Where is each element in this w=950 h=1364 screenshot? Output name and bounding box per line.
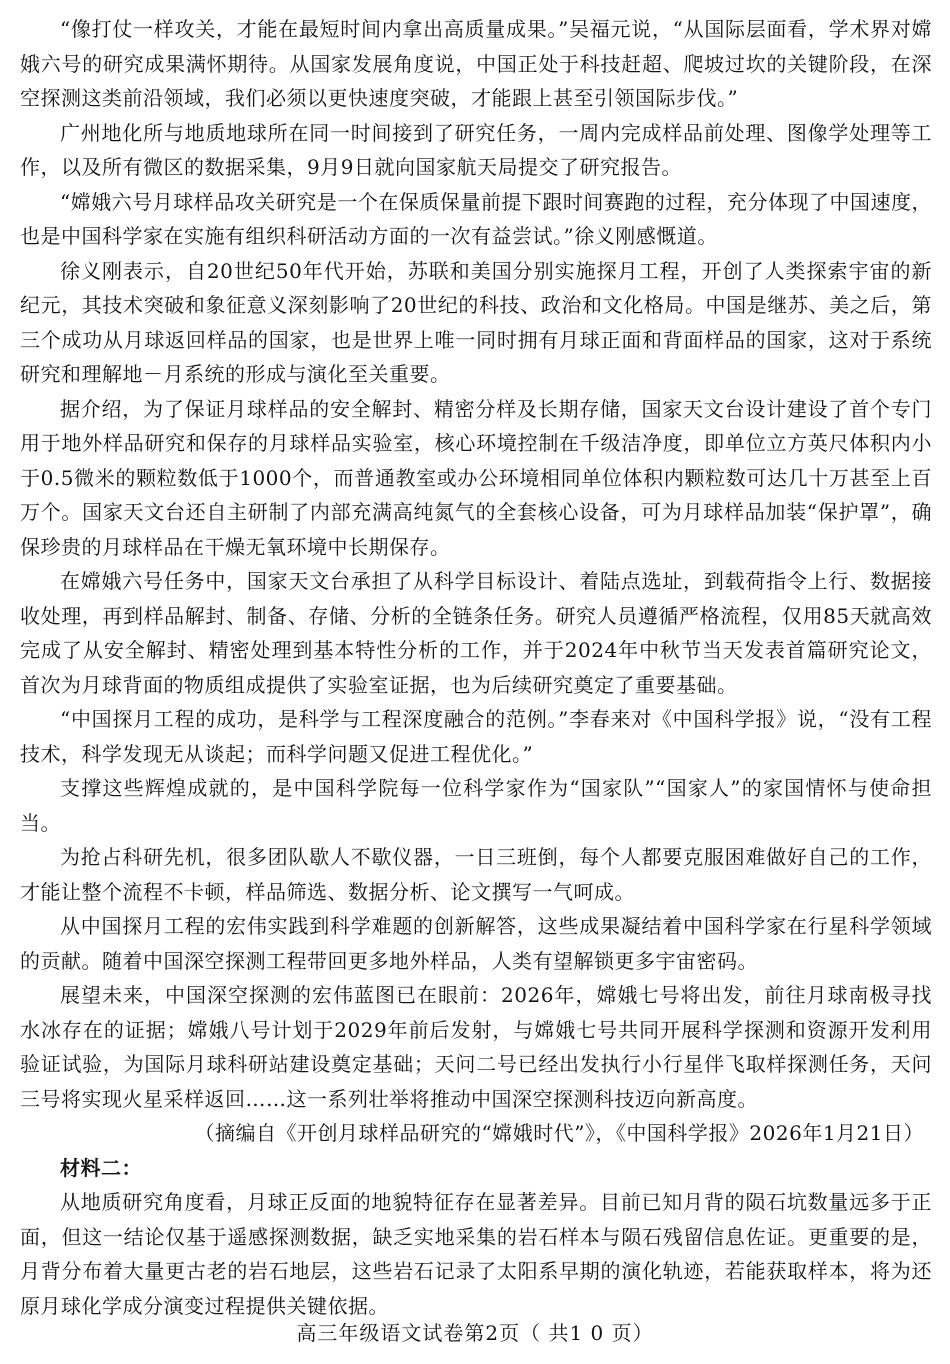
- paragraph-national-team: 支撑这些辉煌成就的，是中国科学院每一位科学家作为“国家队”“国家人”的家国情怀与使命担当。: [20, 776, 932, 835]
- exam-page-body: [20, 12, 932, 1323]
- paragraph-research-task: 广州地化所与地质地球所在同一时间接到了研究任务，一周内完成样品前处理、图像学处理等工作，以及所有微区的数据采集，9月9日就向国家航天局提交了研究报告。: [20, 120, 932, 179]
- page-footer: 高三年级语文试卷第2页（ 共1 0 页）: [296, 1321, 654, 1345]
- paragraph-contribution: 从中国探月工程的宏伟实践到科学难题的创新解答，这些成果凝结着中国科学家在行星科学领域的贡献。随着中国深空探测工程带回更多地外样品，人类有望解锁更多宇宙密码。: [20, 914, 932, 973]
- paragraph-future-outlook: 展望未来，中国深空探测的宏伟蓝图已在眼前：2026年，嫦娥七号将出发，前往月球南极寻找水冰存在的证据；嫦娥八号计划于2029年前后发射，与嫦娥七号共同开展科学探测和资源开发利用验证试验，为国际月球科研站建设奠定基础；天问二号已经出发执行小行星伴飞取样探测任务，天问三号将实现火星采样返回……这一系列壮举将推动中国深空探测科技迈向新高度。: [20, 983, 932, 1111]
- paragraph-change6-mission: 在嫦娥六号任务中，国家天文台承担了从科学目标设计、着陆点选址，到载荷指令上行、数据接收处理，再到样品解封、制备、存储、分析的全链条任务。研究人员遵循严格流程，仅用85天就高效完成了从安全解封、精密处理到基本特性分析的工作，并于2024年中秋节当天发表首篇研究论文，首次为月球背面的物质组成提供了实验室证据，也为后续研究奠定了重要基础。: [20, 569, 932, 697]
- paragraph-li-chunlai-quote: “中国探月工程的成功，是科学与工程深度融合的范例。”李春来对《中国科学报》说，“没有工程技术，科学发现无从谈起；而科学问题又促进工程优化。”: [20, 707, 932, 766]
- paragraph-wu-fuyuan-quote: “像打仗一样攻关，才能在最短时间内拿出高质量成果。”吴福元说，“从国际层面看，学术界对嫦娥六号的研究成果满怀期待。从国家发展角度说，中国正处于科技赶超、爬坡过坎的关键阶段，在深空探测这类前沿领域，我们必须以更快速度突破，才能跟上甚至引领国际步伐。”: [20, 17, 932, 110]
- paragraph-material-two: 从地质研究角度看，月球正反面的地貌特征存在显著差异。目前已知月背的陨石坑数量远多于正面，但这一结论仅基于遥感探测数据，缺乏实地采集的岩石样本与陨石残留信息佐证。更重要的是，月背分布着大量更古老的岩石地层，这些岩石记录了太阳系早期的演化轨迹，若能获取样本，将为还原月球化学成分演变过程提供关键依据。: [20, 1190, 932, 1318]
- paragraph-xu-yigang-quote: “嫦娥六号月球样品攻关研究是一个在保质保量前提下跟时间赛跑的过程，充分体现了中国速度，也是中国科学家在实施有组织科研活动方面的一次有益尝试。”徐义刚感慨道。: [20, 189, 932, 248]
- paragraph-lunar-history: 徐义刚表示，自20世纪50年代开始，苏联和美国分别实施探月工程，开创了人类探索宇宙的新纪元，其技术突破和象征意义深刻影响了20世纪的科技、政治和文化格局。中国是继苏、美之后，第三个成功从月球返回样品的国家，也是世界上唯一同时拥有月球正面和背面样品的国家，这对于系统研究和理解地－月系统的形成与演化至关重要。: [20, 258, 932, 386]
- source-citation: （摘编自《开创月球样品研究的“嫦娥时代”》，《中国科学报》2026年1月21日）: [194, 1121, 924, 1145]
- paragraph-sample-lab: 据介绍，为了保证月球样品的安全解封、精密分样及长期存储，国家天文台设计建设了首个专门用于地外样品研究和保存的月球样品实验室，核心环境控制在千级洁净度，即单位立方英尺体积内小于0.5微米的颗粒数低于1000个，而普通教室或办公环境相同单位体积内颗粒数可达几十万甚至上百万个。国家天文台还自主研制了内部充满高纯氮气的全套核心设备，可为月球样品加装“保护罩”，确保珍贵的月球样品在干燥无氧环境中长期保存。: [20, 396, 932, 559]
- paragraph-research-shifts: 为抢占科研先机，很多团队歇人不歇仪器，一日三班倒，每个人都要克服困难做好自己的工作，才能让整个流程不卡顿，样品筛选、数据分析、论文撰写一气呵成。: [20, 845, 932, 904]
- material-two-heading: 材料二：: [60, 1155, 142, 1180]
